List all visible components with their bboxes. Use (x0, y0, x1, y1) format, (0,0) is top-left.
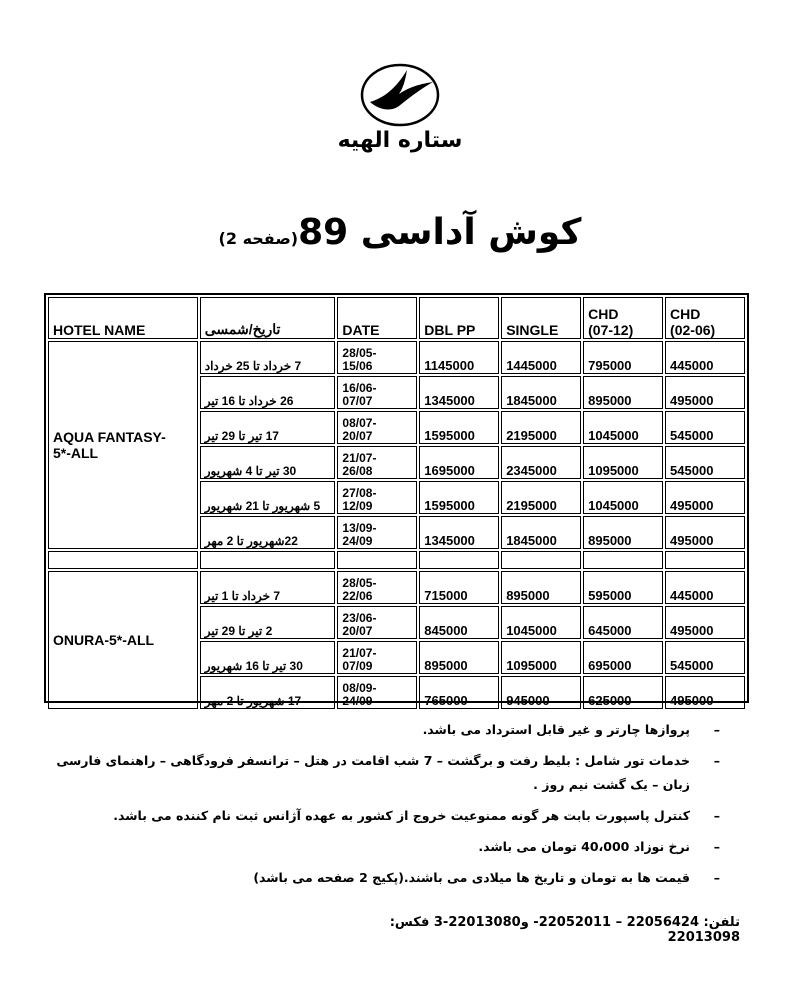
single-price-cell: 895000 (501, 571, 581, 604)
dbl-price-cell: 1145000 (419, 341, 499, 374)
col-header: تاریخ/شمسی (200, 297, 336, 339)
date-cell: 27/08- 12/09 (337, 481, 417, 514)
note-item: – پروازها چارتر و غیر قابل استرداد می باشد. (40, 718, 720, 742)
chd-02-06-price-cell: 495000 (665, 606, 745, 639)
shamsi-date-cell: 22شهریور تا 2 مهر (200, 516, 336, 549)
chd-02-06-price-cell: 445000 (665, 571, 745, 604)
chd-02-06-price-cell: 495000 (665, 516, 745, 549)
table-row (48, 341, 745, 374)
chd-07-12-price-cell: 1045000 (583, 481, 663, 514)
col-header: CHD (02-06) (665, 297, 745, 339)
chd-07-12-price-cell: 645000 (583, 606, 663, 639)
chd-07-12-price-cell: 1045000 (583, 411, 663, 444)
dbl-price-cell: 845000 (419, 606, 499, 639)
price-table-frame (44, 293, 749, 708)
dbl-price-cell: 765000 (419, 676, 499, 709)
single-price-cell: 945000 (501, 676, 581, 709)
spacer-cell (501, 551, 581, 569)
dbl-price-cell: 1595000 (419, 481, 499, 514)
col-header: CHD (07-12) (583, 297, 663, 339)
shamsi-date-cell: 26 خرداد تا 16 تیر (200, 376, 336, 409)
date-cell: 28/05- 22/06 (337, 571, 417, 604)
chd-07-12-price-cell: 625000 (583, 676, 663, 709)
chd-02-06-price-cell: 445000 (665, 341, 745, 374)
date-cell: 28/05- 15/06 (337, 341, 417, 374)
date-cell: 08/07- 20/07 (337, 411, 417, 444)
single-price-cell: 1095000 (501, 641, 581, 674)
price-table (46, 295, 747, 711)
note-item: – قیمت ها به تومان و تاریخ ها میلادی می باشند.(پکیج 2 صفحه می باشد) (40, 866, 720, 890)
spacer-cell (200, 551, 336, 569)
dbl-price-cell: 1345000 (419, 376, 499, 409)
date-cell: 21/07- 07/09 (337, 641, 417, 674)
chd-07-12-price-cell: 1095000 (583, 446, 663, 479)
spacer-cell (337, 551, 417, 569)
chd-02-06-price-cell: 495000 (665, 481, 745, 514)
chd-02-06-price-cell: 545000 (665, 446, 745, 479)
table-body (48, 341, 745, 709)
notes-list (40, 718, 720, 897)
note-item: – نرخ نوزاد 40،000 تومان می باشد. (40, 835, 720, 859)
chd-07-12-price-cell: 695000 (583, 641, 663, 674)
date-cell: 21/07- 26/08 (337, 446, 417, 479)
shamsi-date-cell: 7 خرداد تا 1 تیر (200, 571, 336, 604)
col-header: SINGLE (501, 297, 581, 339)
col-header: DBL PP (419, 297, 499, 339)
page-title (200, 212, 600, 253)
shamsi-date-cell: 17 شهریور تا 2 مهر (200, 676, 336, 709)
single-price-cell: 2195000 (501, 481, 581, 514)
shamsi-date-cell: 7 خرداد تا 25 خرداد (200, 341, 336, 374)
chd-07-12-price-cell: 795000 (583, 341, 663, 374)
shamsi-date-cell: 2 تیر تا 29 تیر (200, 606, 336, 639)
shamsi-date-cell: 30 تیر تا 4 شهریور (200, 446, 336, 479)
table-row (48, 571, 745, 604)
hotel-name: ONURA-5*-ALL (48, 571, 198, 709)
chd-07-12-price-cell: 895000 (583, 376, 663, 409)
spacer-cell (48, 551, 198, 569)
shamsi-date-cell: 17 تیر تا 29 تیر (200, 411, 336, 444)
dbl-price-cell: 1595000 (419, 411, 499, 444)
title-sub: (صفحه 2) (218, 229, 299, 248)
date-cell: 16/06- 07/07 (337, 376, 417, 409)
chd-02-06-price-cell: 545000 (665, 641, 745, 674)
dbl-price-cell: 1345000 (419, 516, 499, 549)
shamsi-date-cell: 5 شهریور تا 21 شهریور (200, 481, 336, 514)
chd-02-06-price-cell: 545000 (665, 411, 745, 444)
title-main: کوش آداسی 89 (298, 212, 582, 253)
dbl-price-cell: 1695000 (419, 446, 499, 479)
chd-07-12-price-cell: 895000 (583, 516, 663, 549)
chd-02-06-price-cell: 495000 (665, 376, 745, 409)
single-price-cell: 1845000 (501, 516, 581, 549)
table-header-row (48, 297, 745, 339)
chd-07-12-price-cell: 595000 (583, 571, 663, 604)
dbl-price-cell: 715000 (419, 571, 499, 604)
note-item: – کنترل پاسپورت بابت هر گونه ممنوعیت خروج از کشور به عهده آژانس ثبت نام کننده می باشد. (40, 804, 720, 828)
dbl-price-cell: 895000 (419, 641, 499, 674)
spacer-cell (419, 551, 499, 569)
shamsi-date-cell: 30 تیر تا 16 شهریور (200, 641, 336, 674)
chd-02-06-price-cell: 495000 (665, 676, 745, 709)
single-price-cell: 1045000 (501, 606, 581, 639)
date-cell: 08/09- 24/09 (337, 676, 417, 709)
hotel-name: AQUA FANTASY- 5*-ALL (48, 341, 198, 549)
brand-name: ستاره الهیه (337, 128, 463, 153)
single-price-cell: 2345000 (501, 446, 581, 479)
contact-line: تلفن: 22056424 – 22052011- و22013080-3 فکس: 22013098 (389, 915, 740, 945)
logo-icon (355, 60, 445, 130)
date-cell: 13/09- 24/09 (337, 516, 417, 549)
spacer-cell (665, 551, 745, 569)
note-item: – خدمات تور شامل : بلیط رفت و برگشت – 7 شب اقامت در هتل – ترانسفر فرودگاهی – راهنمای فارسی زبان – یک گشت نیم روز . (40, 749, 720, 797)
single-price-cell: 1445000 (501, 341, 581, 374)
col-header: HOTEL NAME (48, 297, 198, 339)
spacer-cell (583, 551, 663, 569)
single-price-cell: 2195000 (501, 411, 581, 444)
date-cell: 23/06- 20/07 (337, 606, 417, 639)
col-header: DATE (337, 297, 417, 339)
single-price-cell: 1845000 (501, 376, 581, 409)
spacer-row (48, 551, 745, 569)
